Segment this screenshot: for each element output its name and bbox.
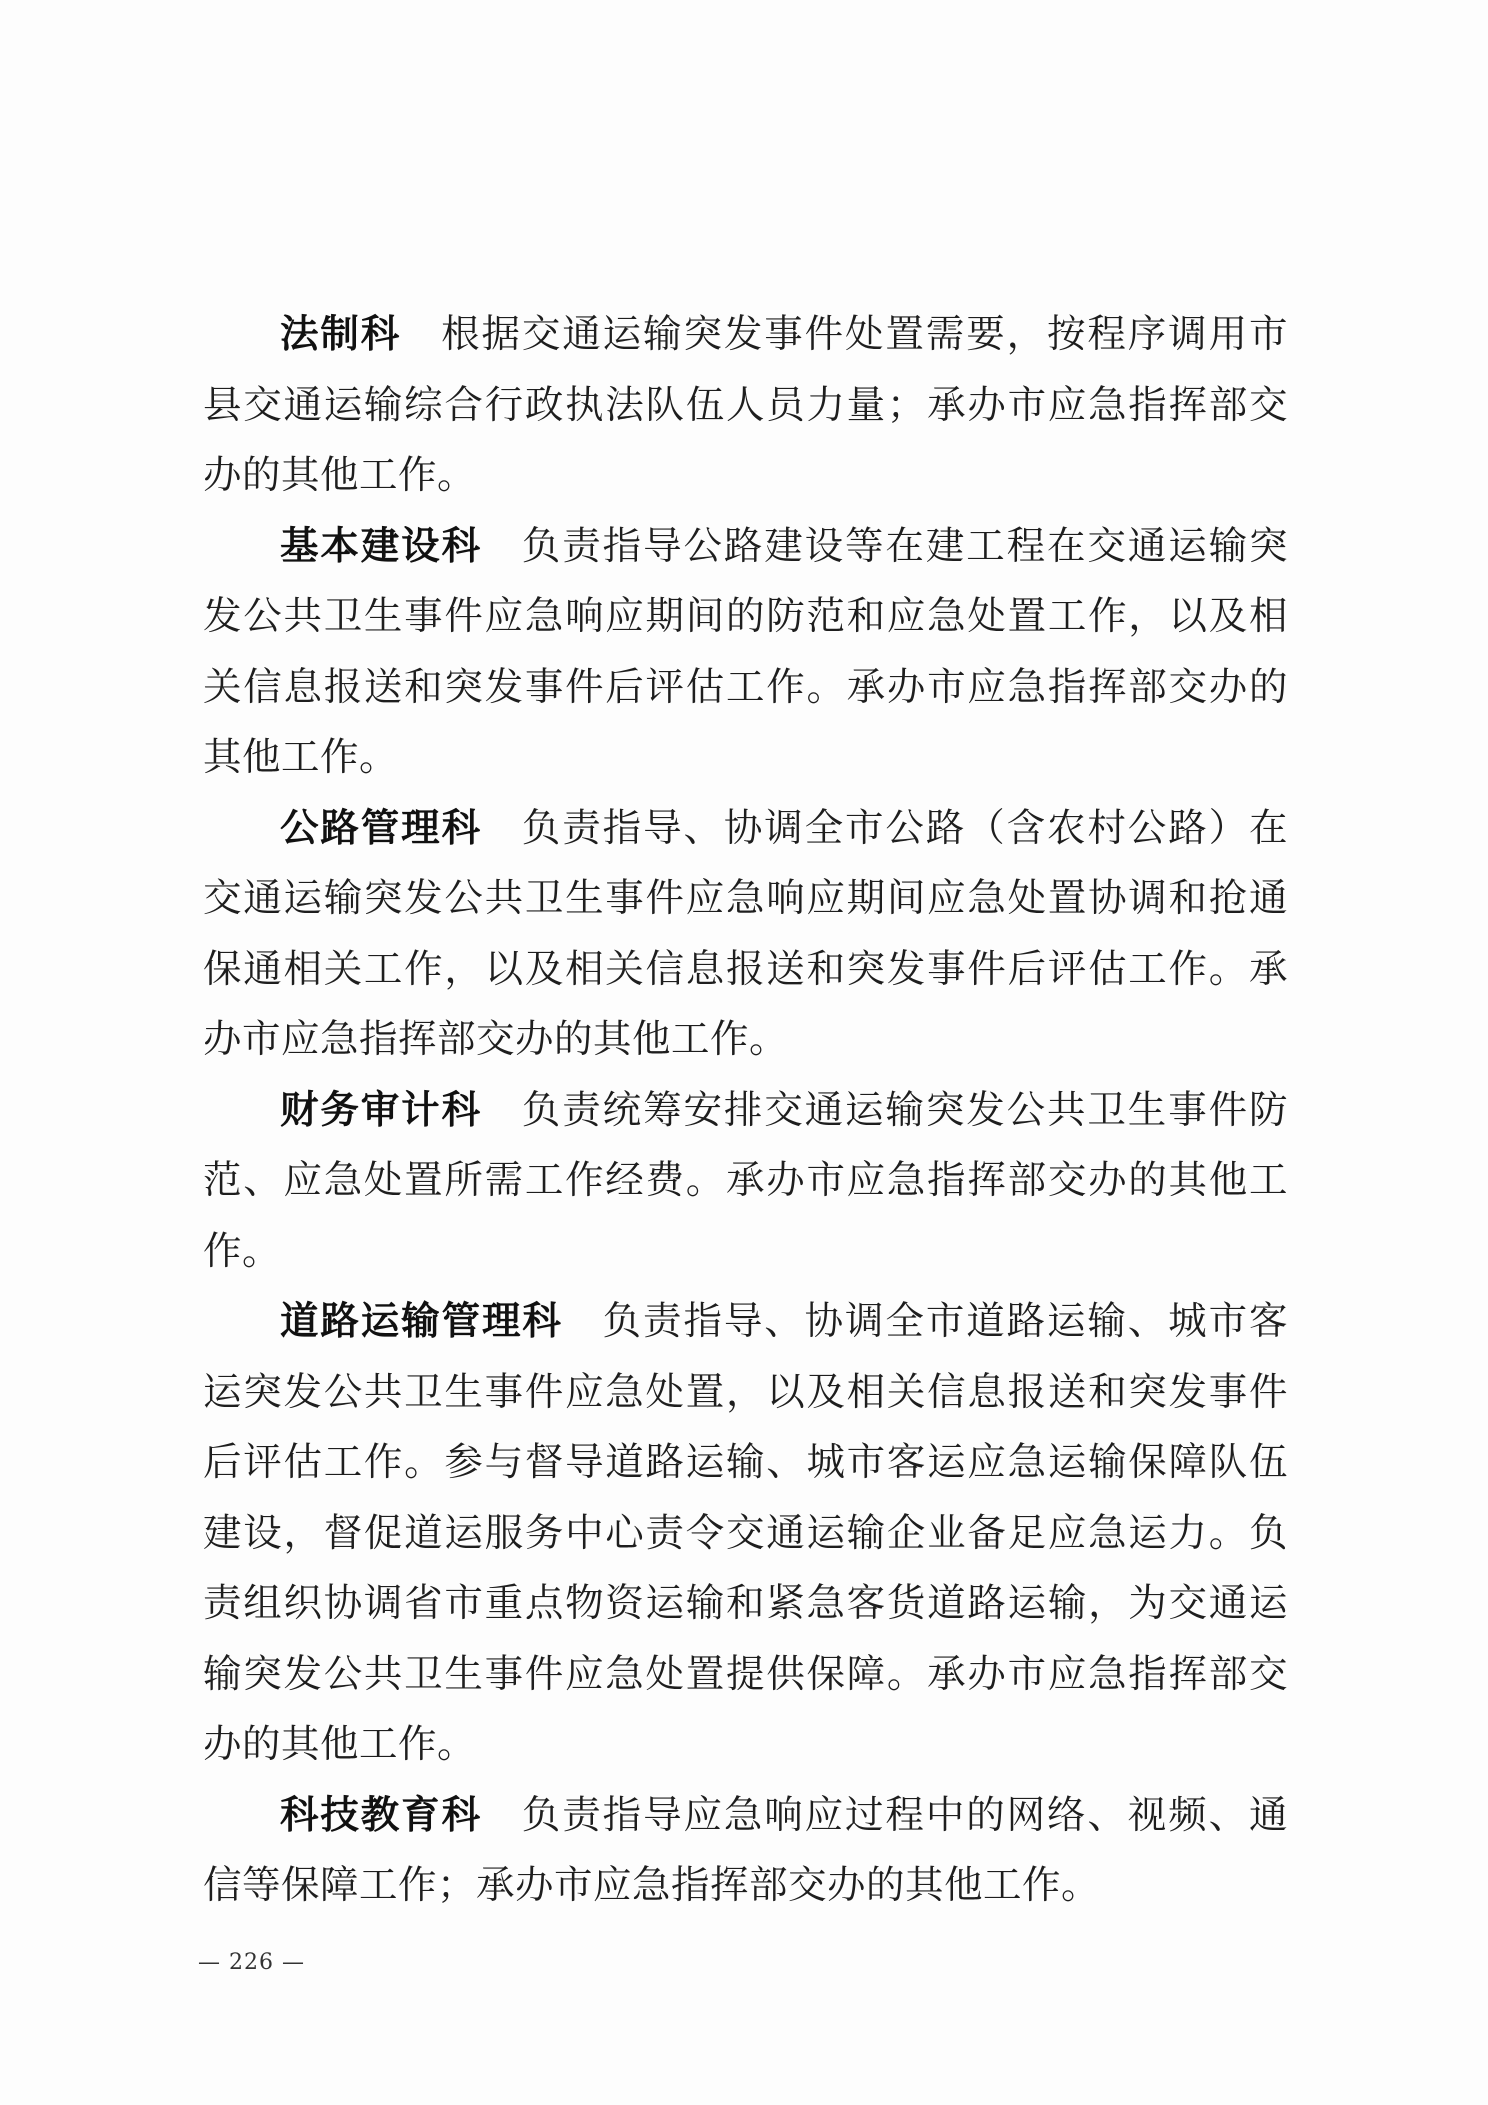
document-body — [203, 300, 1288, 1922]
section-title: 公路管理科 — [280, 805, 482, 851]
section-title: 财务审计科 — [280, 1087, 482, 1133]
section-construction — [203, 512, 1288, 794]
section-text: 负责指导公路建设等在建工程在交通运输突发公共卫生事件应急响应期间的防范和应急处置工作，以及相关信息报送和突发事件后评估工作。承办市应急指挥部交办的其他工作。 — [203, 523, 1288, 780]
section-title: 法制科 — [280, 312, 402, 357]
page-number: — 226 — — [198, 1950, 305, 1975]
section-highway — [203, 794, 1288, 1076]
section-text: 负责指导、协调全市公路（含农村公路）在交通运输突发公共卫生事件应急响应期间应急处置协调和抢通保通相关工作，以及相关信息报送和突发事件后评估工作。承办市应急指挥部交办的其他工作。 — [203, 805, 1288, 1062]
section-road-transport — [203, 1287, 1288, 1781]
section-title: 基本建设科 — [280, 523, 482, 569]
section-text: 负责指导应急响应过程中的网络、视频、通信等保障工作；承办市应急指挥部交办的其他工作。 — [203, 1792, 1288, 1908]
section-tech-education — [203, 1781, 1288, 1922]
section-finance — [203, 1076, 1288, 1288]
section-text: 负责指导、协调全市道路运输、城市客运突发公共卫生事件应急处置，以及相关信息报送和突发事件后评估工作。参与督导道路运输、城市客运应急运输保障队伍建设，督促道运服务中心责令交通运输企业备足应急运力。负责组织协调省市重点物资运输和紧急客货道路运输，为交通运输突发公共卫生事件应急处置提供保障。承办市应急指挥部交办的其他工作。 — [203, 1299, 1288, 1767]
section-text: 根据交通运输突发事件处置需要，按程序调用市县交通运输综合行政执法队伍人员力量；承办市应急指挥部交办的其他工作。 — [203, 312, 1288, 498]
section-title: 科技教育科 — [280, 1792, 482, 1838]
section-legal — [203, 300, 1288, 512]
section-title: 道路运输管理科 — [280, 1299, 563, 1344]
section-text: 负责统筹安排交通运输突发公共卫生事件防范、应急处置所需工作经费。承办市应急指挥部交办的其他工作。 — [203, 1087, 1288, 1274]
